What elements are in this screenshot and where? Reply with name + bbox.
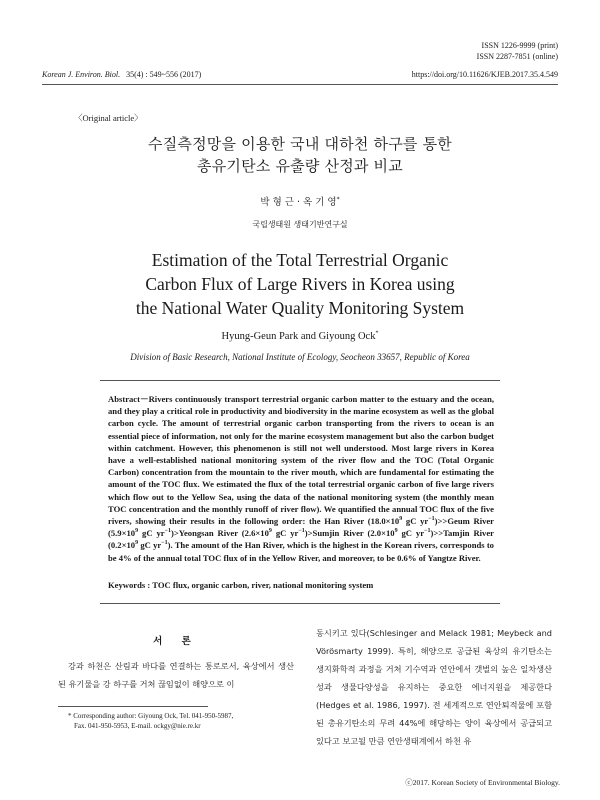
abstract-top-rule — [100, 380, 500, 381]
unit: gC yr — [402, 516, 429, 527]
english-author-mark: * — [375, 330, 379, 337]
exponent: 9 — [268, 528, 272, 535]
keywords — [108, 580, 373, 590]
issn-online: ISSN 2287-7851 (online) — [476, 52, 558, 61]
unit: gC yr — [397, 528, 425, 539]
unit-exponent: −1 — [424, 528, 431, 535]
keywords-text: TOC flux, organic carbon, river, national monitoring system — [152, 580, 374, 590]
footnote — [68, 711, 233, 731]
exponent: 9 — [394, 528, 398, 535]
header-rule — [42, 84, 558, 85]
english-title-line3: the National Water Quality Monitoring System — [135, 298, 465, 318]
unit-exponent: −1 — [428, 516, 435, 523]
copyright-notice: ⓒ2017. Korean Society of Environmental Biology. — [405, 778, 560, 787]
keywords-label: Keywords : — [108, 580, 151, 590]
article-type: 〈Original article〉 — [74, 113, 143, 123]
unit-exponent: −1 — [164, 528, 171, 535]
english-title-line2: Carbon Flux of Large Rivers in Korea using — [145, 274, 455, 294]
english-affiliation: Division of Basic Research, National Institute of Ecology, Seocheon 33657, Republic of Korea — [130, 352, 470, 362]
unit: gC yr — [138, 528, 165, 539]
exponent: 9 — [135, 528, 139, 535]
running-header — [42, 70, 558, 82]
exponent: 9 — [135, 540, 139, 547]
abstract-seg-geum: )>>Geum River (5.9×10 — [108, 516, 495, 539]
footnote-line2: Fax. 041-950-5953, E-mail. ockgy@nie.re.kr — [74, 722, 201, 730]
abstract — [108, 393, 494, 564]
exponent: 9 — [399, 516, 403, 523]
footnote-line1: * Corresponding author: Giyoung Ock, Tel. 041-950-5987, — [68, 712, 234, 720]
intro-left-paragraph: 강과 하천은 산림과 바다를 연결하는 통로로서, 육상에서 생산된 유기물을 강 하구를 거쳐 끊임없이 해양으로 이 — [58, 661, 294, 689]
abstract-text-1: Rivers continuously transport terrestrial organic carbon matter to the estuary and the ocean, and they play a critical role in productivity and biodiversity in the marine ecosystem as well as the global carbon cycle. The amount of terrestrial organic carbon transporting from the rivers to ocean is an essential piece of information, not only for the marine ecosystem management but also the carbon budget within catchment. However, this phenomenon is still not well understood. Most large rivers in Korea have a well-established national monitoring system of the river flow and the TOC (Total Organic Carbon) concentration from the mountain to the river mouth, which are fundamental for estimating the amount of the TOC flux. We estimated the flux of the total terrestrial organic carbon of five large rivers which flow out to the Yellow Sea, using the data of the national monitoring system (the monthly mean TOC concentration and the monthly runoff of river flow). We quantified the annual TOC flux of the five rivers, showing their results in the following order: the Han River (18.0×10 — [108, 394, 494, 527]
issn-print: ISSN 1226-9999 (print) — [481, 41, 558, 50]
journal-name: Korean J. Environ. Biol. — [42, 70, 121, 79]
journal-citation — [42, 70, 201, 82]
unit: gC yr — [271, 528, 299, 539]
intro-right-paragraph: 동시키고 있다(Schlesinger and Melack 1981; Meybeck and Vörösmarty 1999). 특히, 해양으로 공급된 육상의 유기탄소는 생지화학적 과정을 거쳐 기수역과 연안에서 갯벌의 높은 일차생산성과 생물다양성을 유지하는 중요한 에너지원을 제공한다(Hedges et al. 1986, 1997). 전 세계적으로 연안퇴적물에 포함된 총유기탄소의 무려 44%에 해당하는 양이 육상에서 공급되고 있다고 보고될 만큼 연안생태계에서 하천 유 — [316, 628, 552, 746]
korean-author-mark: * — [336, 195, 340, 203]
doi-link[interactable]: https://doi.org/10.11626/KJEB.2017.35.4.549 — [411, 70, 558, 79]
unit-exponent: −1 — [161, 540, 168, 547]
abstract-seg-tamjin: )>>Tamjin River (0.2×10 — [108, 528, 494, 551]
abstract-dash: － — [139, 394, 149, 404]
volume-pages: 35(4) : 549~556 (2017) — [126, 70, 202, 79]
abstract-label: Abstract — [108, 394, 140, 404]
abstract-text-2: ). The amount of the Han River, which is the highest in the Korean rivers, corresponds to be 4% of the annual total TOC flux of in the Yellow River, and moreover, to be 0.6% of Yangtze River. — [108, 540, 494, 563]
abstract-seg-yeongsan: )>Yeongsan River (2.6×10 — [170, 528, 269, 539]
unit-exponent: −1 — [298, 528, 305, 535]
abstract-seg-sumjin: )>Sumjin River (2.0×10 — [304, 528, 395, 539]
english-title-line1: Estimation of the Total Terrestrial Organic — [151, 250, 449, 270]
korean-title-line2: 총유기탄소 유출량 산정과 비교 — [197, 157, 403, 175]
korean-affiliation: 국립생태원 생태기반연구실 — [252, 220, 348, 229]
korean-author-names: 박 형 근 · 옥 기 영 — [260, 197, 337, 208]
english-author-names: Hyung-Geun Park and Giyoung Ock — [221, 331, 376, 342]
korean-title-line1: 수질측정망을 이용한 국내 대하천 하구를 통한 — [148, 135, 452, 153]
english-authors — [0, 331, 600, 342]
abstract-bottom-rule — [100, 603, 500, 604]
korean-authors — [0, 194, 600, 208]
footnote-rule — [58, 706, 208, 707]
unit: gC yr — [138, 540, 162, 551]
section-heading-introduction: 서 론 — [153, 636, 199, 647]
